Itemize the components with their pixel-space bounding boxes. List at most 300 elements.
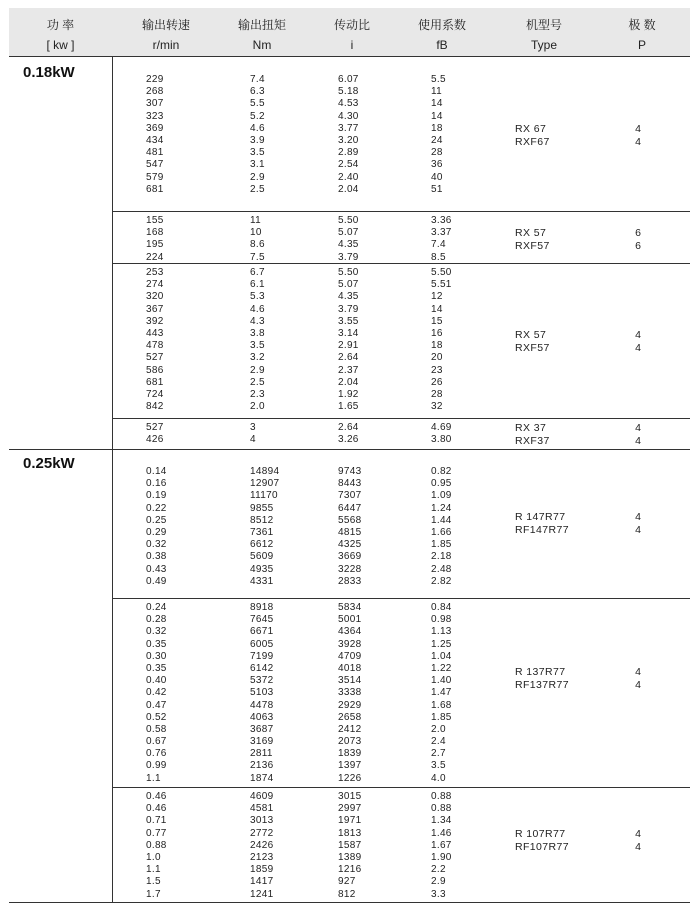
table-cell: 4.69 bbox=[431, 422, 452, 433]
table-cell: 4.53 bbox=[338, 98, 359, 110]
table-cell: 1397 bbox=[338, 760, 362, 772]
table-cell: 0.16 bbox=[146, 478, 167, 490]
ratio-column bbox=[338, 74, 359, 196]
speed-column bbox=[146, 466, 167, 588]
table-cell: 0.47 bbox=[146, 699, 167, 711]
table-cell: 3.80 bbox=[431, 434, 452, 446]
model-type bbox=[515, 666, 569, 691]
table-cell: 1859 bbox=[250, 864, 274, 876]
table-cell: 5609 bbox=[250, 551, 274, 563]
table-cell: 3 bbox=[250, 422, 256, 433]
table-cell: 2.91 bbox=[338, 340, 359, 352]
ratio-column bbox=[338, 422, 359, 446]
table-cell: 3928 bbox=[338, 638, 362, 650]
table-cell: 2.5 bbox=[250, 183, 265, 195]
table-cell: 2.2 bbox=[431, 864, 446, 876]
pole-count bbox=[621, 123, 641, 148]
pole-count bbox=[621, 666, 641, 691]
table-cell: 2.37 bbox=[338, 364, 359, 376]
table-cell: 2.04 bbox=[338, 183, 359, 195]
table-cell: 527 bbox=[146, 352, 164, 364]
table-cell: 443 bbox=[146, 327, 164, 339]
table-cell: 1.5 bbox=[146, 876, 161, 888]
header-output-torque: 输出扭矩 Nm bbox=[237, 18, 286, 52]
table-cell: 3338 bbox=[338, 687, 362, 699]
pole-count bbox=[621, 511, 641, 536]
torque-column bbox=[250, 74, 265, 196]
table-cell: 3.79 bbox=[338, 251, 359, 263]
table-cell: 8.6 bbox=[250, 239, 265, 251]
table-cell: 8443 bbox=[338, 478, 362, 490]
table-cell: 5.50 bbox=[338, 267, 359, 278]
table-cell: 547 bbox=[146, 159, 164, 171]
table-cell: 2.0 bbox=[250, 401, 265, 413]
ratio-column bbox=[338, 215, 359, 264]
table-cell: 14894 bbox=[250, 466, 280, 477]
table-cell: 4063 bbox=[250, 711, 274, 723]
speed-column bbox=[146, 267, 164, 413]
model-group bbox=[112, 787, 690, 903]
table-cell: 0.88 bbox=[431, 791, 452, 802]
table-cell: 6.1 bbox=[250, 279, 265, 291]
header-poles: 极 数 P bbox=[628, 18, 656, 52]
table-cell: 1.7 bbox=[146, 888, 161, 900]
table-cell: 2.82 bbox=[431, 575, 452, 587]
header-service-factor: 使用系数 fB bbox=[417, 18, 466, 52]
table-cell: 4 bbox=[250, 434, 256, 446]
type-label: RXF67 bbox=[515, 135, 550, 148]
table-cell: 4.3 bbox=[250, 315, 265, 327]
pole-value: 4 bbox=[635, 135, 641, 148]
table-cell: 307 bbox=[146, 98, 164, 110]
header-power: 功 率 [ kw ] bbox=[46, 18, 75, 52]
table-cell: 426 bbox=[146, 434, 164, 446]
table-cell: 26 bbox=[431, 376, 443, 388]
model-group bbox=[112, 263, 690, 419]
table-cell: 369 bbox=[146, 122, 164, 134]
table-cell: 11170 bbox=[250, 490, 278, 502]
table-cell: 11 bbox=[431, 86, 442, 98]
table-cell: 579 bbox=[146, 171, 164, 183]
table-cell: 7361 bbox=[250, 526, 274, 538]
header-ratio: 传动比 i bbox=[333, 18, 370, 52]
table-cell: 1216 bbox=[338, 864, 362, 876]
table-cell: 3228 bbox=[338, 563, 362, 575]
table-cell: 14 bbox=[431, 303, 443, 315]
table-cell: 1.1 bbox=[146, 864, 161, 876]
table-cell: 4.30 bbox=[338, 110, 359, 122]
model-type bbox=[515, 329, 550, 354]
table-cell: 1417 bbox=[250, 876, 274, 888]
table-cell: 481 bbox=[146, 147, 164, 159]
service-factor-column bbox=[431, 74, 446, 196]
table-cell: 18 bbox=[431, 340, 443, 352]
table-cell: 3.2 bbox=[250, 352, 265, 364]
table-cell: 434 bbox=[146, 134, 164, 146]
table-cell: 3.8 bbox=[250, 327, 265, 339]
table-cell: 4.35 bbox=[338, 239, 359, 251]
table-cell: 7199 bbox=[250, 650, 274, 662]
pole-count bbox=[621, 828, 641, 853]
torque-column bbox=[250, 215, 265, 264]
model-group bbox=[112, 449, 690, 598]
table-cell: 4581 bbox=[250, 803, 274, 815]
model-type bbox=[515, 422, 550, 447]
table-cell: 0.43 bbox=[146, 563, 167, 575]
table-cell: 253 bbox=[146, 267, 164, 278]
table-cell: 2.9 bbox=[431, 876, 446, 888]
table-cell: 5.07 bbox=[338, 279, 359, 291]
table-cell: 274 bbox=[146, 279, 164, 291]
table-cell: 1.1 bbox=[146, 772, 161, 784]
table-cell: 842 bbox=[146, 401, 164, 413]
table-cell: 1.0 bbox=[146, 851, 161, 863]
table-cell: 8.5 bbox=[431, 251, 446, 263]
table-cell: 0.88 bbox=[146, 839, 167, 851]
ratio-column bbox=[338, 602, 361, 785]
table-cell: 0.76 bbox=[146, 748, 167, 760]
torque-column bbox=[250, 422, 256, 446]
power-rating: 0.18kW bbox=[23, 64, 75, 81]
service-factor-column bbox=[431, 422, 452, 446]
table-cell: 2.64 bbox=[338, 422, 359, 433]
speed-column bbox=[146, 74, 164, 196]
table-cell: 681 bbox=[146, 376, 164, 388]
table-cell: 320 bbox=[146, 291, 164, 303]
table-cell: 0.84 bbox=[431, 602, 452, 613]
table-cell: 2658 bbox=[338, 711, 362, 723]
table-cell: 15 bbox=[431, 315, 443, 327]
table-cell: 40 bbox=[431, 171, 443, 183]
table-cell: 32 bbox=[431, 401, 443, 413]
table-cell: 28 bbox=[431, 388, 443, 400]
table-cell: 3.9 bbox=[250, 134, 265, 146]
model-type bbox=[515, 123, 550, 148]
table-cell: 3.3 bbox=[431, 888, 446, 900]
table-cell: 3.5 bbox=[431, 760, 446, 772]
table-cell: 4.6 bbox=[250, 303, 265, 315]
table-cell: 681 bbox=[146, 183, 164, 195]
table-cell: 5.2 bbox=[250, 110, 265, 122]
table-cell: 3.55 bbox=[338, 315, 359, 327]
table-cell: 2997 bbox=[338, 803, 362, 815]
table-cell: 323 bbox=[146, 110, 164, 122]
table-cell: 18 bbox=[431, 122, 443, 134]
table-cell: 0.25 bbox=[146, 514, 167, 526]
table-cell: 5.5 bbox=[431, 74, 446, 85]
table-cell: 0.71 bbox=[146, 815, 167, 827]
table-cell: 4.0 bbox=[431, 772, 446, 784]
table-cell: 4815 bbox=[338, 526, 362, 538]
table-cell: 6.3 bbox=[250, 86, 265, 98]
table-cell: 5834 bbox=[338, 602, 362, 613]
table-cell: 1971 bbox=[338, 815, 362, 827]
table-cell: 2.3 bbox=[250, 388, 265, 400]
table-cell: 1.13 bbox=[431, 626, 452, 638]
pole-value: 6 bbox=[635, 227, 641, 239]
table-cell: 0.29 bbox=[146, 526, 167, 538]
table-cell: 4018 bbox=[338, 662, 362, 674]
table-cell: 2.54 bbox=[338, 159, 359, 171]
table-cell: 3.37 bbox=[431, 227, 452, 239]
table-cell: 3015 bbox=[338, 791, 362, 802]
table-cell: 2811 bbox=[250, 748, 273, 760]
table-cell: 0.77 bbox=[146, 827, 167, 839]
table-cell: 6671 bbox=[250, 626, 274, 638]
table-cell: 2.5 bbox=[250, 376, 265, 388]
table-cell: 4935 bbox=[250, 563, 274, 575]
speed-column bbox=[146, 602, 167, 785]
table-cell: 0.14 bbox=[146, 466, 167, 477]
table-cell: 3.5 bbox=[250, 147, 265, 159]
service-factor-column bbox=[431, 466, 452, 588]
table-cell: 0.19 bbox=[146, 490, 167, 502]
table-cell: 2.40 bbox=[338, 171, 359, 183]
power-rating: 0.25kW bbox=[23, 455, 75, 472]
table-cell: 224 bbox=[146, 251, 164, 263]
table-cell: 3514 bbox=[338, 675, 362, 687]
table-cell: 14 bbox=[431, 98, 443, 110]
table-cell: 4709 bbox=[338, 650, 362, 662]
table-cell: 4609 bbox=[250, 791, 274, 802]
table-cell: 1.92 bbox=[338, 388, 359, 400]
speed-column bbox=[146, 215, 164, 264]
table-cell: 2.9 bbox=[250, 171, 265, 183]
table-cell: 6142 bbox=[250, 662, 274, 674]
pole-value: 4 bbox=[635, 341, 641, 354]
table-cell: 5001 bbox=[338, 614, 362, 626]
table-cell: 12907 bbox=[250, 478, 280, 490]
pole-value: 4 bbox=[635, 434, 641, 447]
table-cell: 2.48 bbox=[431, 563, 452, 575]
table-cell: 1.85 bbox=[431, 539, 452, 551]
table-cell: 724 bbox=[146, 388, 164, 400]
pole-value: 4 bbox=[635, 123, 641, 135]
table-cell: 4478 bbox=[250, 699, 274, 711]
table-cell: 1.04 bbox=[431, 650, 452, 662]
table-cell: 0.32 bbox=[146, 626, 167, 638]
type-label: R 147R77 bbox=[515, 511, 566, 523]
table-cell: 0.42 bbox=[146, 687, 167, 699]
table-cell: 1.68 bbox=[431, 699, 452, 711]
torque-column bbox=[250, 791, 273, 901]
table-cell: 5568 bbox=[338, 514, 362, 526]
ratio-column bbox=[338, 466, 361, 588]
table-cell: 5.50 bbox=[338, 215, 359, 226]
table-cell: 5103 bbox=[250, 687, 274, 699]
speed-column bbox=[146, 422, 164, 446]
pole-value: 6 bbox=[635, 239, 641, 252]
table-cell: 0.35 bbox=[146, 662, 167, 674]
table-cell: 9743 bbox=[338, 466, 362, 477]
model-type bbox=[515, 511, 569, 536]
table-cell: 1.25 bbox=[431, 638, 452, 650]
table-cell: 4.6 bbox=[250, 122, 265, 134]
table-cell: 195 bbox=[146, 239, 164, 251]
table-cell: 392 bbox=[146, 315, 164, 327]
torque-column bbox=[250, 602, 273, 785]
table-cell: 1.47 bbox=[431, 687, 452, 699]
service-factor-column bbox=[431, 791, 452, 901]
table-cell: 3013 bbox=[250, 815, 274, 827]
table-cell: 229 bbox=[146, 74, 164, 85]
table-cell: 7.5 bbox=[250, 251, 265, 263]
table-cell: 2.4 bbox=[431, 736, 446, 748]
table-cell: 367 bbox=[146, 303, 164, 315]
table-cell: 1241 bbox=[250, 888, 274, 900]
table-cell: 0.95 bbox=[431, 478, 452, 490]
service-factor-column bbox=[431, 215, 452, 264]
table-cell: 8918 bbox=[250, 602, 274, 613]
type-label: RF107R77 bbox=[515, 840, 569, 853]
type-label: RF137R77 bbox=[515, 678, 569, 691]
pole-value: 4 bbox=[635, 678, 641, 691]
table-cell: 1.09 bbox=[431, 490, 452, 502]
table-cell: 1587 bbox=[338, 839, 362, 851]
type-label: R 137R77 bbox=[515, 666, 566, 678]
table-cell: 8512 bbox=[250, 514, 274, 526]
gear-motor-selection-table bbox=[9, 8, 690, 903]
table-cell: 812 bbox=[338, 888, 356, 900]
model-type bbox=[515, 828, 569, 853]
table-cell: 23 bbox=[431, 364, 443, 376]
table-cell: 0.35 bbox=[146, 638, 167, 650]
table-cell: 1.22 bbox=[431, 662, 452, 674]
service-factor-column bbox=[431, 602, 452, 785]
table-cell: 0.24 bbox=[146, 602, 167, 613]
table-cell: 5372 bbox=[250, 675, 274, 687]
table-cell: 1.34 bbox=[431, 815, 452, 827]
pole-count bbox=[621, 329, 641, 354]
model-group bbox=[112, 211, 690, 264]
type-label: RXF57 bbox=[515, 341, 550, 354]
table-cell: 2929 bbox=[338, 699, 362, 711]
pole-value: 4 bbox=[635, 666, 641, 678]
ratio-column bbox=[338, 791, 361, 901]
table-cell: 1.85 bbox=[431, 711, 452, 723]
table-cell: 2123 bbox=[250, 851, 274, 863]
table-cell: 3.1 bbox=[250, 159, 265, 171]
table-cell: 3169 bbox=[250, 736, 274, 748]
pole-value: 4 bbox=[635, 422, 641, 434]
table-cell: 0.38 bbox=[146, 551, 167, 563]
table-cell: 2426 bbox=[250, 839, 274, 851]
table-cell: 0.22 bbox=[146, 502, 167, 514]
table-cell: 0.98 bbox=[431, 614, 452, 626]
pole-value: 4 bbox=[635, 828, 641, 840]
table-cell: 1.65 bbox=[338, 401, 359, 413]
torque-column bbox=[250, 466, 279, 588]
table-cell: 168 bbox=[146, 227, 164, 239]
header-type: 机型号 Type bbox=[525, 18, 562, 52]
table-cell: 3.20 bbox=[338, 134, 359, 146]
type-label: RXF37 bbox=[515, 434, 550, 447]
table-cell: 20 bbox=[431, 352, 443, 364]
table-cell: 5.18 bbox=[338, 86, 359, 98]
table-cell: 11 bbox=[250, 215, 261, 226]
table-cell: 2772 bbox=[250, 827, 274, 839]
model-group bbox=[112, 418, 690, 450]
table-cell: 3.26 bbox=[338, 434, 359, 446]
table-cell: 3.36 bbox=[431, 215, 452, 226]
header-output-speed: 输出转速 r/min bbox=[141, 18, 190, 52]
table-cell: 0.49 bbox=[146, 575, 167, 587]
pole-value: 4 bbox=[635, 511, 641, 523]
table-cell: 527 bbox=[146, 422, 164, 433]
table-cell: 6005 bbox=[250, 638, 274, 650]
table-cell: 0.30 bbox=[146, 650, 167, 662]
table-cell: 1226 bbox=[338, 772, 362, 784]
table-cell: 478 bbox=[146, 340, 164, 352]
type-label: RX 57 bbox=[515, 227, 547, 239]
table-cell: 5.50 bbox=[431, 267, 452, 278]
table-cell: 3.79 bbox=[338, 303, 359, 315]
torque-column bbox=[250, 267, 265, 413]
table-cell: 0.46 bbox=[146, 791, 167, 802]
table-cell: 0.67 bbox=[146, 736, 167, 748]
table-cell: 1.24 bbox=[431, 502, 452, 514]
table-cell: 3.14 bbox=[338, 327, 359, 339]
table-cell: 2.7 bbox=[431, 748, 446, 760]
table-cell: 7.4 bbox=[431, 239, 446, 251]
table-cell: 3669 bbox=[338, 551, 362, 563]
table-cell: 586 bbox=[146, 364, 164, 376]
table-cell: 0.32 bbox=[146, 539, 167, 551]
table-cell: 3.77 bbox=[338, 122, 359, 134]
table-cell: 1839 bbox=[338, 748, 362, 760]
table-cell: 0.88 bbox=[431, 803, 452, 815]
table-cell: 2833 bbox=[338, 575, 362, 587]
table-cell: 28 bbox=[431, 147, 443, 159]
table-cell: 12 bbox=[431, 291, 443, 303]
table-cell: 2.9 bbox=[250, 364, 265, 376]
table-cell: 0.28 bbox=[146, 614, 167, 626]
table-cell: 927 bbox=[338, 876, 356, 888]
pole-count bbox=[621, 227, 641, 252]
table-cell: 2073 bbox=[338, 736, 362, 748]
table-cell: 1.67 bbox=[431, 839, 452, 851]
table-cell: 268 bbox=[146, 86, 164, 98]
table-cell: 3687 bbox=[250, 723, 274, 735]
table-cell: 4331 bbox=[250, 575, 274, 587]
table-header bbox=[9, 8, 690, 57]
table-cell: 1.90 bbox=[431, 851, 452, 863]
ratio-column bbox=[338, 267, 359, 413]
type-label: RX 57 bbox=[515, 329, 547, 341]
table-cell: 24 bbox=[431, 134, 443, 146]
table-cell: 7307 bbox=[338, 490, 362, 502]
table-cell: 0.52 bbox=[146, 711, 167, 723]
pole-value: 4 bbox=[635, 329, 641, 341]
table-cell: 2.89 bbox=[338, 147, 359, 159]
table-cell: 4325 bbox=[338, 539, 362, 551]
table-cell: 2412 bbox=[338, 723, 362, 735]
table-cell: 9855 bbox=[250, 502, 274, 514]
table-cell: 2.64 bbox=[338, 352, 359, 364]
table-cell: 7645 bbox=[250, 614, 274, 626]
table-cell: 6.07 bbox=[338, 74, 359, 85]
type-label: RX 37 bbox=[515, 422, 547, 434]
table-cell: 2.18 bbox=[431, 551, 452, 563]
table-cell: 6447 bbox=[338, 502, 362, 514]
table-cell: 7.4 bbox=[250, 74, 265, 85]
table-cell: 1.46 bbox=[431, 827, 452, 839]
table-cell: 5.51 bbox=[431, 279, 452, 291]
pole-count bbox=[621, 422, 641, 447]
table-cell: 0.82 bbox=[431, 466, 452, 477]
table-cell: 36 bbox=[431, 159, 443, 171]
table-cell: 3.5 bbox=[250, 340, 265, 352]
